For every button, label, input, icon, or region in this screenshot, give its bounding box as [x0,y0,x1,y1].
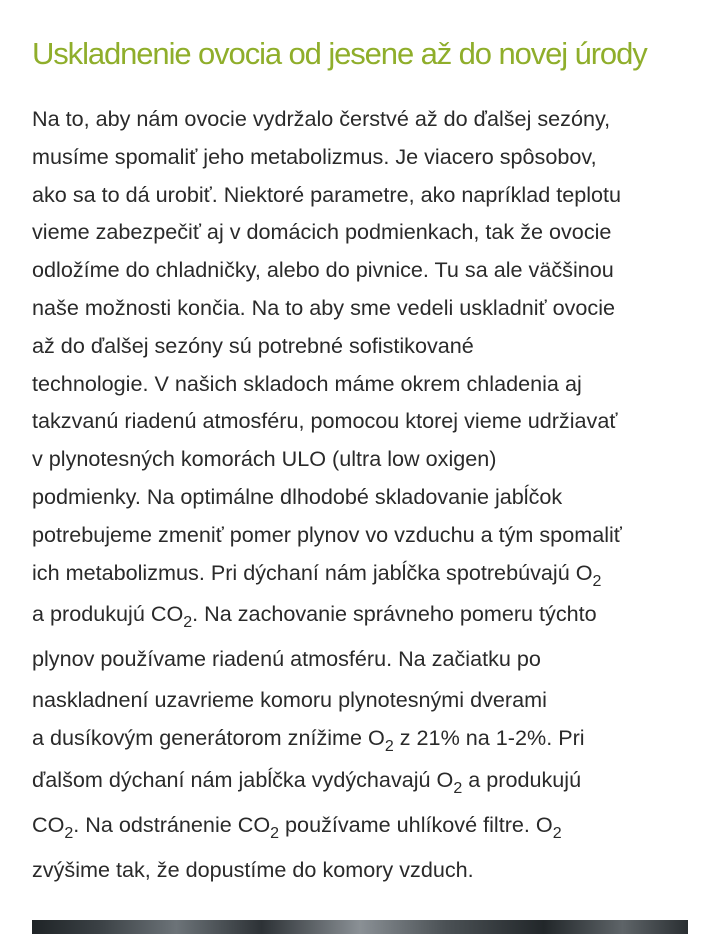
text-line: odložíme do chladničky, alebo do pivnice. Tu sa ale väčšinou [32,257,614,283]
text-line: podmienky. Na optimálne dlhodobé skladovanie jabĺčok [32,483,563,509]
article-title: Uskladnenie ovocia od jesene až do novej úrody [32,36,647,71]
subscript: 2 [270,824,280,842]
subscript: 2 [552,824,562,842]
subscript: 2 [64,824,74,842]
text-line: v plynotesných komorách ULO (ultra low oxigen) [32,446,497,472]
subscript: 2 [453,779,463,797]
subscript: 2 [592,572,602,590]
subscript: 2 [384,738,394,756]
text-line: technologie. V našich skladoch máme okrem chladenia aj [32,370,582,396]
text-line: ich metabolizmus. Pri dýchaní nám jabĺčka spotrebúvajú $O_2$ [32,559,602,590]
text-line: ako sa to dá urobiť. Niektoré parametre, ako napríklad teplotu [32,181,622,207]
article-body [32,100,696,892]
text-line: a dusíkovým generátorom znížime $O_2$ z 21% na 1-2%. Pri [32,725,585,756]
text-line: vieme zabezpečiť aj v domácich podmienkach, tak že ovocie [32,219,612,245]
article-photo [32,920,688,934]
text-line: $CO_2$. Na odstránenie $CO_2$ používame uhlíkové filtre. $O_2$ [32,811,562,842]
text-line: naskladnení uzavrieme komoru plynotesnými dverami [32,687,547,713]
text-line: zvýšime tak, že dopustíme do komory vzduch. [32,856,474,882]
text-line: potrebujeme zmeniť pomer plynov vo vzduchu a tým spomaliť [32,521,622,547]
text-line: Na to, aby nám ovocie vydržalo čerstvé až do ďalšej sezóny, [32,106,611,131]
text-line: musíme spomaliť jeho metabolizmus. Je viacero spôsobov, [32,143,597,169]
text-line: takzvanú riadenú atmosféru, pomocou ktorej vieme udržiavať [32,408,618,434]
text-line: a produkujú $CO_2$. Na zachovanie správneho pomeru týchto [32,601,597,632]
text-line: plynov používame riadenú atmosféru. Na začiatku po [32,646,541,672]
text-line: až do ďalšej sezóny sú potrebné sofistikované [32,332,474,358]
text-line: ďalšom dýchaní nám jabĺčka vydýchavajú $O_2$ a produkujú [32,766,582,797]
text-line: naše možnosti končia. Na to aby sme vedeli uskladniť ovocie [32,294,616,320]
subscript: 2 [183,614,193,632]
